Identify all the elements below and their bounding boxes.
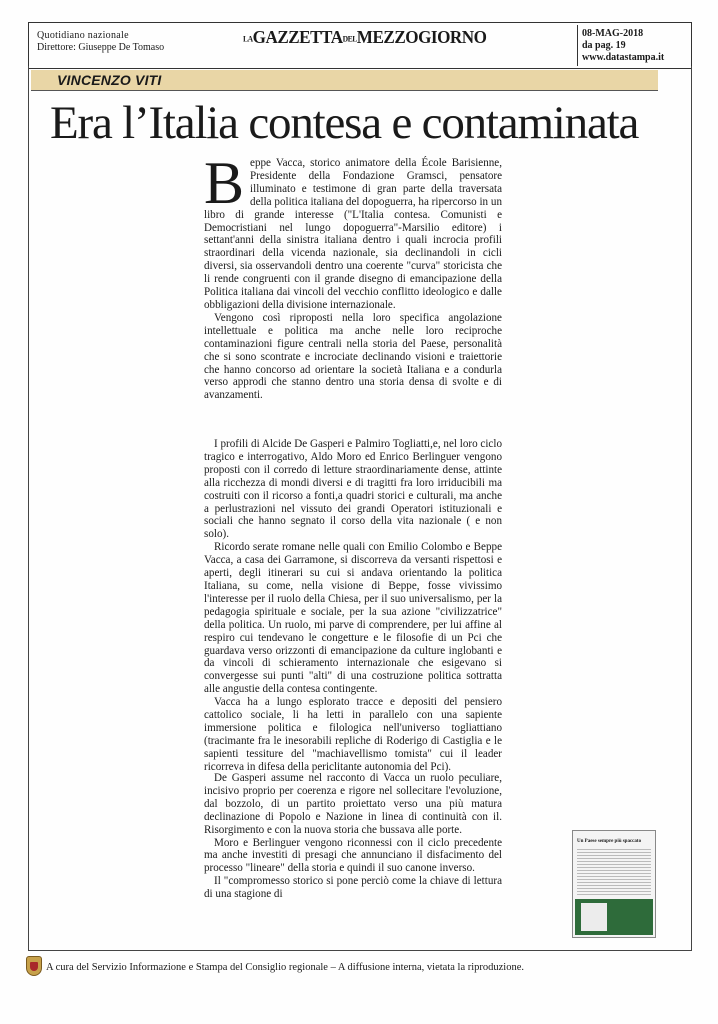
article-body-top (204, 150, 502, 402)
dropcap: B (204, 150, 245, 216)
paragraph-2: Vengono così riproposti nella loro specifica angolazione intellettuale e politica ma anche nelle loro reciproche contaminazioni figure centrali nella storia del Paese, personalità che si sono scontrate e incrociate declinando visioni e traiettorie che hanno concorso ad orientare la società Italiana e a condurla verso approdi che stanno dentro una storia densa di svolte e di avanzamenti. (204, 311, 502, 402)
thumbnail-photo (581, 903, 607, 931)
paper-type: Quotidiano nazionale (37, 30, 129, 41)
paragraph-5: Vacca ha a lungo esplorato tracce e depositi del pensiero cattolico sociale, li ha letti in parallelo con una sapiente immersione politica e filologica nell'universo togliattiano (tracimante fra le inesorabili repliche di Roderigo di Castiglia e le sapienti tessiture del "machiavellismo tomista" cui il leader ricorreva in difesa della periclitante autonomia del Pci). (204, 696, 502, 773)
footer-note: A cura del Servizio Informazione e Stampa del Consiglio regionale – A diffusione interna, vietata la riproduzione. (46, 962, 525, 973)
paragraph-1: eppe Vacca, storico animatore della École Barisienne, Presidente della Fondazione Gramsci, pensatore illuminato e testimone di gran parte della traversata della politica italiana del dopoguerra, ha ripercorso in un libro di grande interesse ("L'Italia contesa. Comunisti e Democristiani nel lungo dopoguerra"-Marsilio editore) i settant'anni della sinistra italiana dentro i quali incrocia profili straordinari della vicenda nazionale, sia declinandoli in cicli diversi, sia osservandoli dentro una coerente "curva" storicista che li rende congruenti con il grande disegno di emancipazione della Politica italiana dai vincoli del vecchio conflitto ideologico e dalle obbligazioni della divisione internazionale. (204, 157, 502, 311)
date-box (577, 25, 689, 66)
director: Direttore: Giuseppe De Tomaso (37, 42, 165, 53)
page-ref: da pag. 19 (582, 40, 626, 51)
masthead-mezzogiorno: MEZZOGIORNO (356, 27, 487, 47)
masthead-del: DEL (342, 34, 357, 44)
page-thumbnail (572, 830, 656, 938)
author-name: VINCENZO VITI (57, 72, 162, 88)
thumbnail-text-lines (577, 847, 651, 897)
date: 08-MAG-2018 (582, 28, 644, 39)
footer-rule (28, 950, 691, 951)
paragraph-7: Moro e Berlinguer vengono riconnessi con il ciclo precedente ma anche investiti di presagi che annunciano il disfacimento del processo "lineare" della storia e quindi il suo canone inverso. (204, 836, 502, 875)
paragraph-4: Ricordo serate romane nelle quali con Emilio Colombo e Beppe Vacca, a casa dei Garramone, si discorreva da versanti rispettosi e aperti, degli itinerari su cui si andava orientando la politica Italiana, su come, nella visione di Beppe, fosse vivissimo l'interesse per il ruolo della Chiesa, per il suo universalismo, per la pedagogia spirituale e sociale, per la sua azione "civilizzatrice" della politica. Un ruolo, mi parve di comprendere, per lui affine al respiro cui tendevano le congetture e le filosofie di un Pci che guardava verso orizzonti di emancipazione da culture inglobanti e da vincoli di schieramento internazionale che esigevano si convergesse sui punti "alti" di una costruzione politica sottratta alle angustie della contesa contingente. (204, 541, 502, 696)
paragraph-8: Il "compromesso storico si pone perciò come la chiave di lettura di una stagione di (204, 875, 502, 901)
thumbnail-title: Un Paese sempre più spaccato (577, 839, 642, 844)
masthead (243, 27, 486, 48)
masthead-la: LA (243, 34, 253, 44)
paper-info (37, 30, 164, 54)
article-body-bottom (204, 772, 502, 901)
document-header (28, 22, 692, 69)
site: www.datastampa.it (582, 52, 665, 63)
headline: Era l’Italia contesa e contaminata (50, 97, 639, 149)
paragraph-3: I profili di Alcide De Gasperi e Palmiro Togliatti,e, nel loro ciclo tragico e interrogativo, Aldo Moro ed Enrico Berlinguer vengono proposti con il corredo di letture straordinariamente dense, attinte alla ricchezza di mondi diversi e di tragitti fra loro irriducibili ma costruiti con il ricorso a fonti,a quadri storici e culturali, ma anche a perlustrazioni nel vissuto dei grandi Operatori istituzionali e sociali che hanno segnato il corso della vita nazionale ( e non solo). (204, 438, 502, 541)
article-body-mid (204, 438, 502, 774)
region-emblem-icon (26, 956, 42, 976)
masthead-gazzetta: GAZZETTA (252, 27, 343, 47)
paragraph-6: De Gasperi assume nel racconto di Vacca un ruolo peculiare, incisivo proprio per coerenza e rigore nel sollecitare l'evoluzione, dal bozzolo, di un partito proiettato verso una più matura declinazione di Popolo e Nazione in linea di continuità con il. Risorgimento e con la nuova storia che bussava alle porte. (204, 772, 502, 836)
